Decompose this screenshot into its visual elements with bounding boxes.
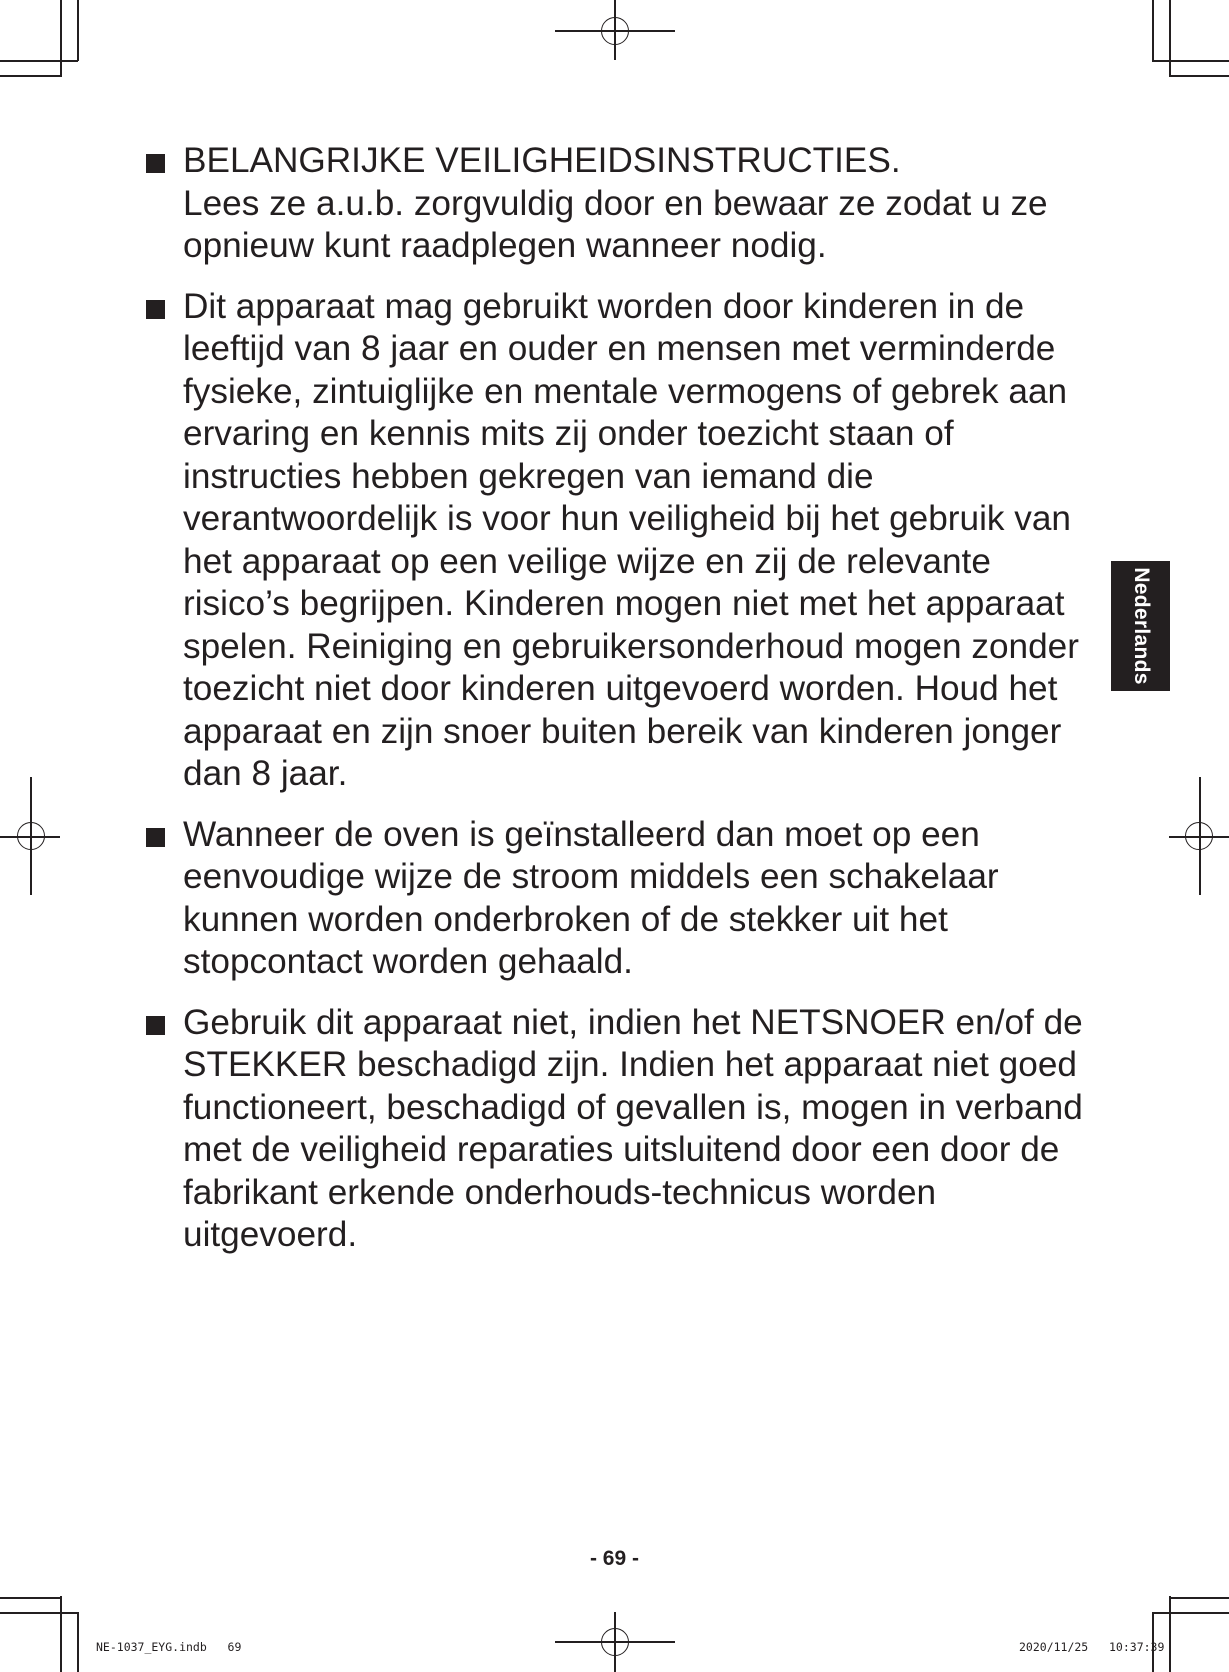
language-tab — [1111, 561, 1170, 691]
crop-mark — [1152, 60, 1229, 62]
list-item — [143, 1002, 1083, 1257]
crop-mark — [77, 0, 79, 61]
registration-mark — [17, 822, 45, 850]
registration-mark — [601, 1628, 629, 1656]
list-item — [143, 286, 1083, 796]
crop-mark — [0, 75, 60, 77]
bullet-text: Dit apparaat mag gebruikt worden door kinderen in de leeftijd van 8 jaar en ouder en mensen met verminderde fysieke, zintuiglijke en mentale vermogens of gebrek aan ervaring en kennis mits zij onder toezicht staan of instructies hebben gekregen van iemand die verantwoordelijk is voor hun veiligheid bij het gebruik van het apparaat op een veilige wijze en zij de relevante risico’s begrijpen. Kinderen mogen niet met het apparaat spelen. Reiniging en gebruikersonderhoud mogen zonder toezicht niet door kinderen uitgevoerd worden. Houd het apparaat en zijn snoer buiten bereik van kinderen jonger dan 8 jaar. — [183, 286, 1079, 793]
registration-mark — [601, 17, 629, 45]
crop-mark — [0, 60, 78, 62]
crop-mark — [0, 1597, 60, 1599]
bullet-text: Lees ze a.u.b. zorgvuldig door en bewaar ze zodat u ze opnieuw kunt raadplegen wanneer nodig. — [183, 183, 1048, 265]
square-bullet-icon — [146, 300, 165, 319]
footer-timestamp: 2020/11/25 10:37:39 — [1019, 1640, 1165, 1654]
crop-mark — [60, 1596, 62, 1672]
crop-mark — [0, 1612, 78, 1614]
bullet-heading: BELANGRIJKE VEILIGHEIDSINSTRUCTIES. — [183, 141, 901, 180]
registration-mark — [1185, 822, 1213, 850]
bullet-text: Gebruik dit apparaat niet, indien het NETSNOER en/of de STEKKER beschadigd zijn. Indien het apparaat niet goed functioneert, beschadigd of gevallen is, mogen in verband met de veiligheid reparaties uitsluitend door een door de fabrikant erkende onderhouds-technicus worden uitgevoerd. — [183, 1002, 1083, 1254]
bullet-text: Wanneer de oven is geïnstalleerd dan moet op een eenvoudige wijze de stroom middels een schakelaar kunnen worden onderbroken of de stekker uit het stopcontact worden gehaald. — [183, 814, 999, 981]
crop-mark — [1169, 0, 1171, 77]
crop-mark — [1169, 1597, 1229, 1599]
square-bullet-icon — [146, 1016, 165, 1035]
crop-mark — [77, 1612, 79, 1672]
crop-mark — [1169, 75, 1229, 77]
safety-instructions-list — [143, 140, 1083, 1275]
language-tab-label: Nederlands — [1129, 567, 1153, 685]
crop-mark — [1152, 1612, 1229, 1614]
page-number: - 69 - — [589, 1547, 639, 1570]
crop-mark — [1169, 1596, 1171, 1672]
crop-mark — [1152, 0, 1154, 61]
list-item — [143, 814, 1083, 984]
square-bullet-icon — [146, 154, 165, 173]
footer-file-info: NE-1037_EYG.indb 69 — [96, 1640, 242, 1654]
list-item — [143, 140, 1083, 268]
crop-mark — [60, 0, 62, 77]
square-bullet-icon — [146, 828, 165, 847]
